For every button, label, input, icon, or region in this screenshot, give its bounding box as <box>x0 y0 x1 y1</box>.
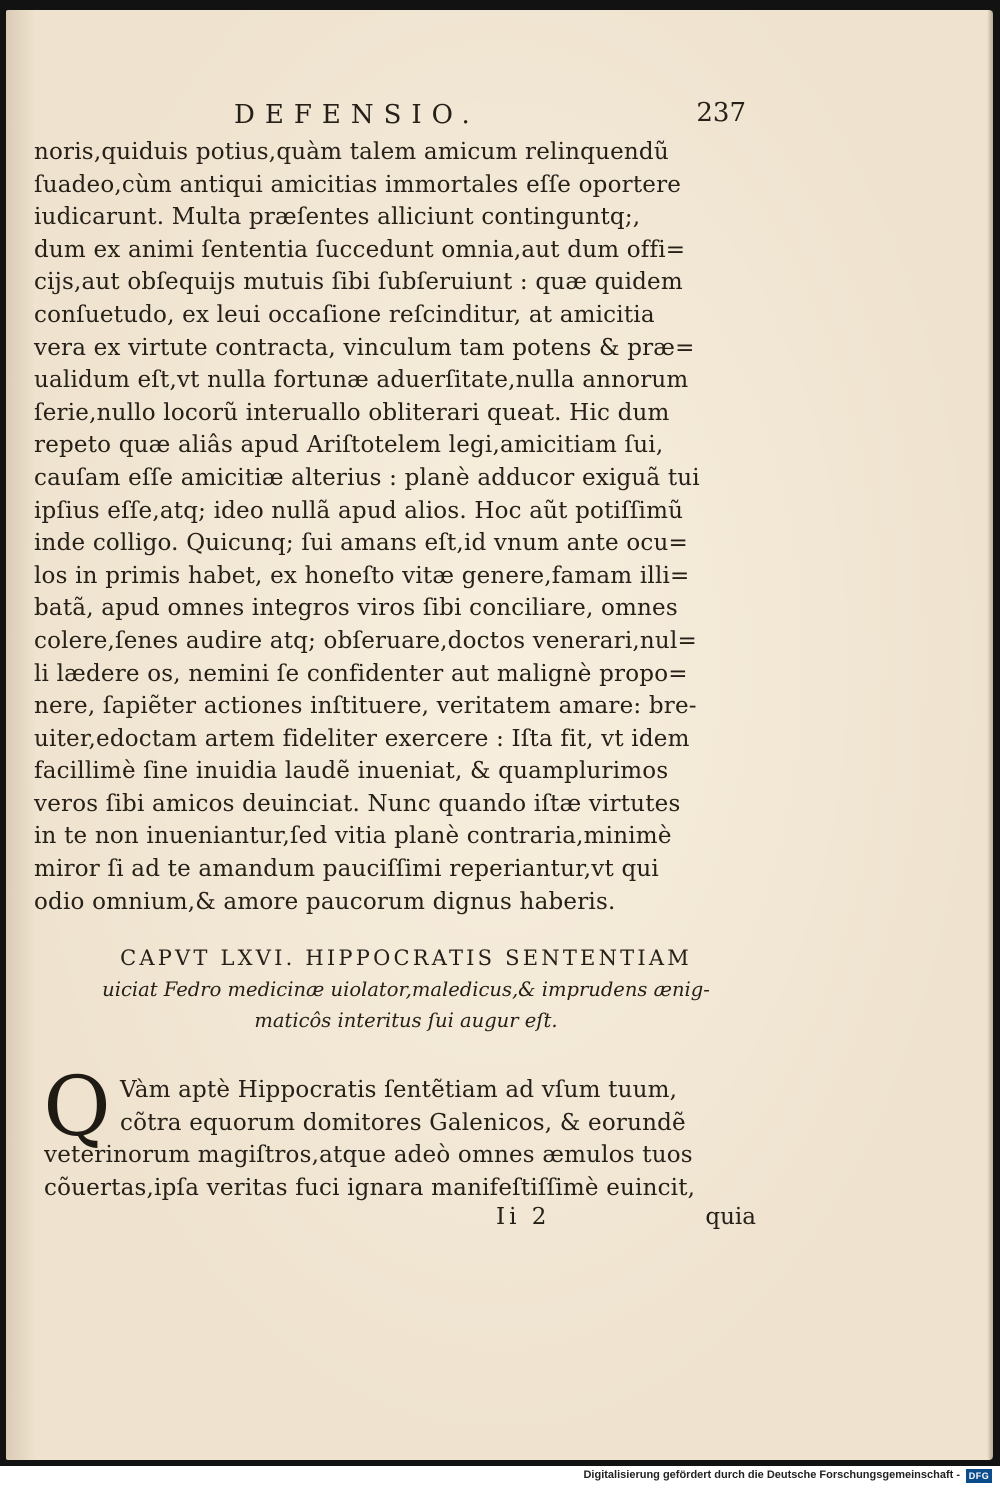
text-line: repeto quæ aliâs apud Ariſtotelem legi,amicitiam ſui, <box>34 432 664 459</box>
text-line: miror ſi ad te amandum pauciſſimi reperiantur,vt qui <box>34 856 659 883</box>
text-line: ipſius eſſe,atq; ideo nullã apud alios. Hoc aũt potiſſimũ <box>34 497 684 524</box>
page-number: 237 <box>696 98 746 128</box>
body-text <box>34 136 774 918</box>
text-line: los in primis habet, ex honeſto vitæ genere,famam illi= <box>34 562 690 589</box>
text-line: inde colligo. Quicunq; ſui amans eſt,id vnum ante ocu= <box>34 530 688 557</box>
text-line: veterinorum magiſtros,atque adeò omnes æmulos tuos <box>44 1142 693 1168</box>
text-line: noris,quiduis potius,quàm talem amicum relinquendũ <box>34 139 669 165</box>
text-line: odio omnium,& amore paucorum dignus haberis. <box>34 888 616 915</box>
text-line: cijs,aut obſequijs mutuis ſibi ſubſeruiunt : quæ quidem <box>34 269 683 296</box>
chapter-subtitle-line: maticôs interitus ſui augur eſt. <box>254 1009 558 1032</box>
text-line: dum ex animi ſententia ſuccedunt omnia,aut dum offi= <box>34 236 686 263</box>
paragraph-text <box>44 1074 764 1204</box>
text-line: cauſam eſſe amicitiæ alterius : planè adducor exiguã tui <box>34 464 700 491</box>
chapter-subtitle-line: uiciat Fedro medicinæ uiolator,maledicus,& imprudens ænig- <box>102 978 710 1001</box>
text-line: nere, ſapiẽter actiones inſtituere, veritatem amare: bre- <box>34 693 697 720</box>
text-line: vera ex virtute contracta, vinculum tam potens & præ= <box>34 334 695 361</box>
text-line: conſuetudo, ex leui occaſione reſcinditur, at amicitia <box>34 301 655 328</box>
signature-mark: Ii 2 <box>496 1204 551 1230</box>
chapter-heading <box>46 942 766 1036</box>
page-footer <box>496 1204 756 1238</box>
text-line: colere,ſenes audire atq; obſeruare,doctos venerari,nul= <box>34 627 697 654</box>
text-line: facillimè ſine inuidia laudẽ inueniat, & quamplurimos <box>34 758 669 785</box>
drop-cap-initial: Q <box>43 1060 111 1155</box>
text-line: cõuertas,ipſa veritas fuci ignara manifeſtiſſimè euincit, <box>44 1174 696 1201</box>
dfg-logo-icon: DFG <box>966 1469 992 1483</box>
text-line: ſerie,nullo locorũ interuallo obliterari queat. Hic dum <box>34 399 670 426</box>
text-line: in te non inueniantur,ſed vitia planè contraria,minimè <box>34 823 672 850</box>
page-header <box>226 98 746 138</box>
funding-credit: Digitalisierung gefördert durch die Deutsche Forschungsgemeinschaft - <box>583 1469 960 1481</box>
book-page <box>6 10 993 1460</box>
text-line: Vàm aptè Hippocratis ſentẽtiam ad vſum tuum, <box>120 1077 678 1103</box>
text-line: iudicarunt. Multa præſentes alliciunt continguntq;, <box>34 204 641 231</box>
credit-bar <box>0 1466 1000 1488</box>
text-line: ualidum eſt,vt nulla fortunæ aduerſitate,nulla annorum <box>34 367 689 394</box>
text-line: uiter,edoctam artem fideliter exercere : Iſta fit, vt idem <box>34 725 690 752</box>
text-line: ſuadeo,cùm antiqui amicitias immortales eſſe oportere <box>34 171 682 198</box>
chapter-title: CAPVT LXVI. HIPPOCRATIS SENTENTIAM <box>120 946 692 970</box>
page-edge-shadow <box>987 10 993 1460</box>
text-line: batã, apud omnes integros viros ſibi conciliare, omnes <box>34 595 678 622</box>
text-line: veros ſibi amicos deuinciat. Nunc quando iſtæ virtutes <box>34 790 681 817</box>
running-head: DEFENSIO. <box>234 100 480 130</box>
text-line: cõtra equorum domitores Galenicos, & eorundẽ <box>120 1109 686 1136</box>
catchword: quia <box>705 1204 756 1230</box>
text-line: li lædere os, nemini ſe confidenter aut malignè propo= <box>34 660 688 687</box>
